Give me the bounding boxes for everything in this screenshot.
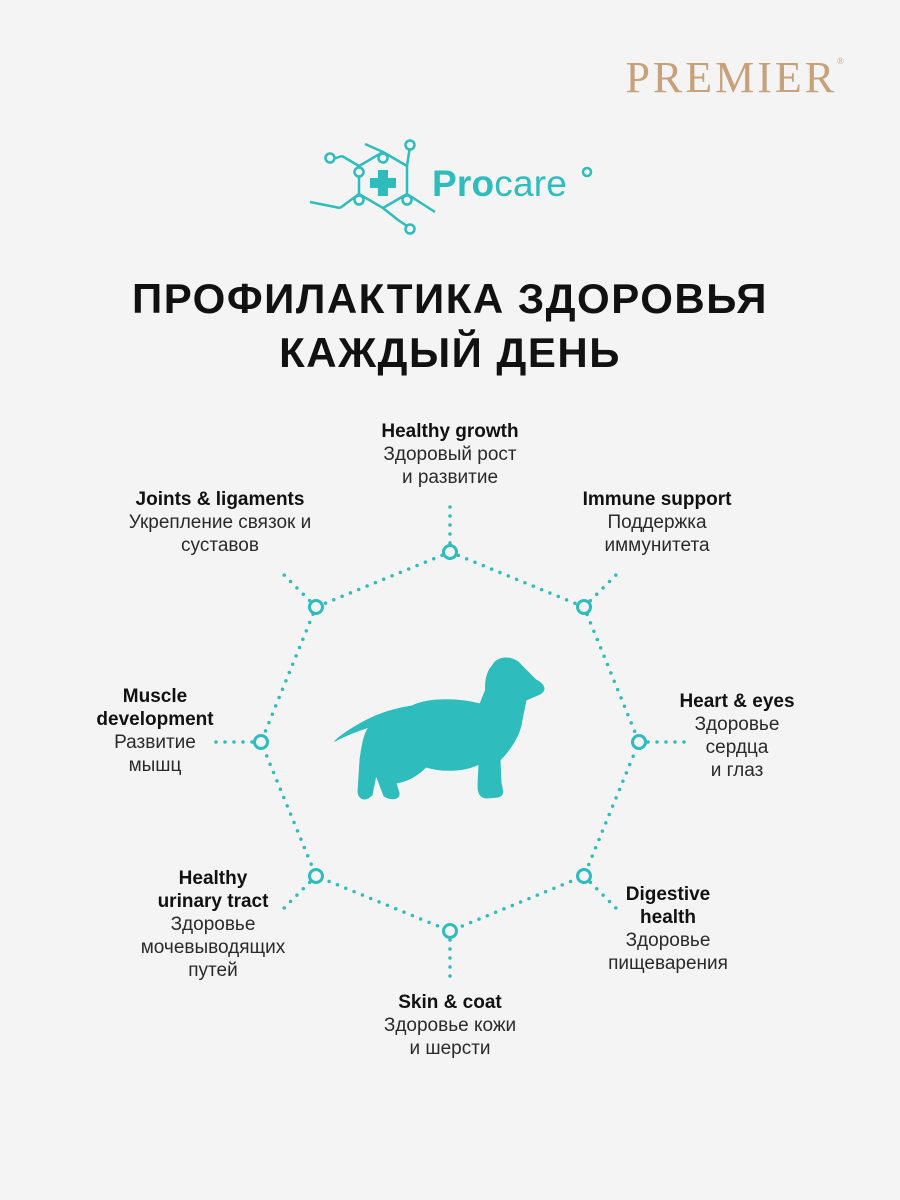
benefit-description: и шерсти	[409, 1038, 491, 1059]
benefit-title: Heart & eyes	[679, 691, 795, 712]
benefit-title: Joints & ligaments	[135, 489, 305, 510]
benefit-title: development	[96, 709, 214, 730]
benefit-title: Healthy growth	[381, 421, 519, 442]
page-title-line-1: ПРОФИЛАКТИКА ЗДОРОВЬЯ	[132, 275, 768, 322]
benefit-title: Healthy	[178, 868, 248, 889]
benefit-description: мышц	[128, 755, 182, 776]
benefit-description: суставов	[181, 535, 259, 556]
benefit-description: путей	[188, 960, 238, 981]
benefit-immune-support	[547, 488, 767, 557]
registered-mark: ®	[837, 56, 844, 66]
benefit-description: иммунитета	[604, 535, 710, 556]
benefit-description: Здоровый рост	[383, 444, 517, 465]
benefit-title: Muscle	[122, 686, 188, 707]
benefit-skin-coat	[300, 991, 600, 1060]
benefit-description: пищеварения	[608, 953, 728, 974]
node-healthy-growth	[444, 546, 457, 559]
procare-rest: care	[494, 163, 568, 204]
benefit-title: Digestive	[625, 884, 711, 905]
benefit-description: Здоровье	[170, 914, 256, 935]
benefit-description: Поддержка	[607, 512, 707, 533]
benefit-joints-ligaments	[95, 488, 345, 557]
benefit-muscle-development	[60, 685, 250, 777]
benefit-digestive-health	[578, 883, 758, 975]
procare-bold: Pro	[432, 163, 495, 204]
node-digestive-health	[578, 870, 591, 883]
benefit-description: Здоровье	[625, 930, 711, 951]
benefit-description: сердца	[705, 737, 769, 758]
benefit-title: urinary tract	[157, 891, 269, 912]
page-title-line-2: КАЖДЫЙ ДЕНЬ	[279, 329, 621, 376]
node-muscle-development	[255, 736, 268, 749]
benefit-title: health	[640, 907, 696, 928]
benefit-description: мочевыводящих	[140, 937, 286, 958]
benefit-description: Здоровье	[694, 714, 780, 735]
benefit-title: Immune support	[582, 489, 732, 510]
node-heart-eyes	[633, 736, 646, 749]
benefit-description: Укрепление связок и	[128, 512, 312, 533]
benefit-description: и развитие	[401, 467, 499, 488]
node-joints-ligaments	[310, 601, 323, 614]
benefit-description: и глаз	[710, 760, 764, 781]
dog-silhouette-icon	[335, 658, 544, 799]
benefit-description: Развитие	[114, 732, 196, 753]
benefit-urinary-tract	[113, 867, 313, 982]
node-immune-support	[578, 601, 591, 614]
benefit-title: Skin & coat	[398, 992, 502, 1013]
brand-name: PREMIER	[625, 53, 838, 102]
benefit-healthy-growth	[300, 420, 600, 489]
benefit-heart-eyes	[652, 690, 822, 782]
node-skin-coat	[444, 925, 457, 938]
benefit-description: Здоровье кожи	[383, 1015, 517, 1036]
